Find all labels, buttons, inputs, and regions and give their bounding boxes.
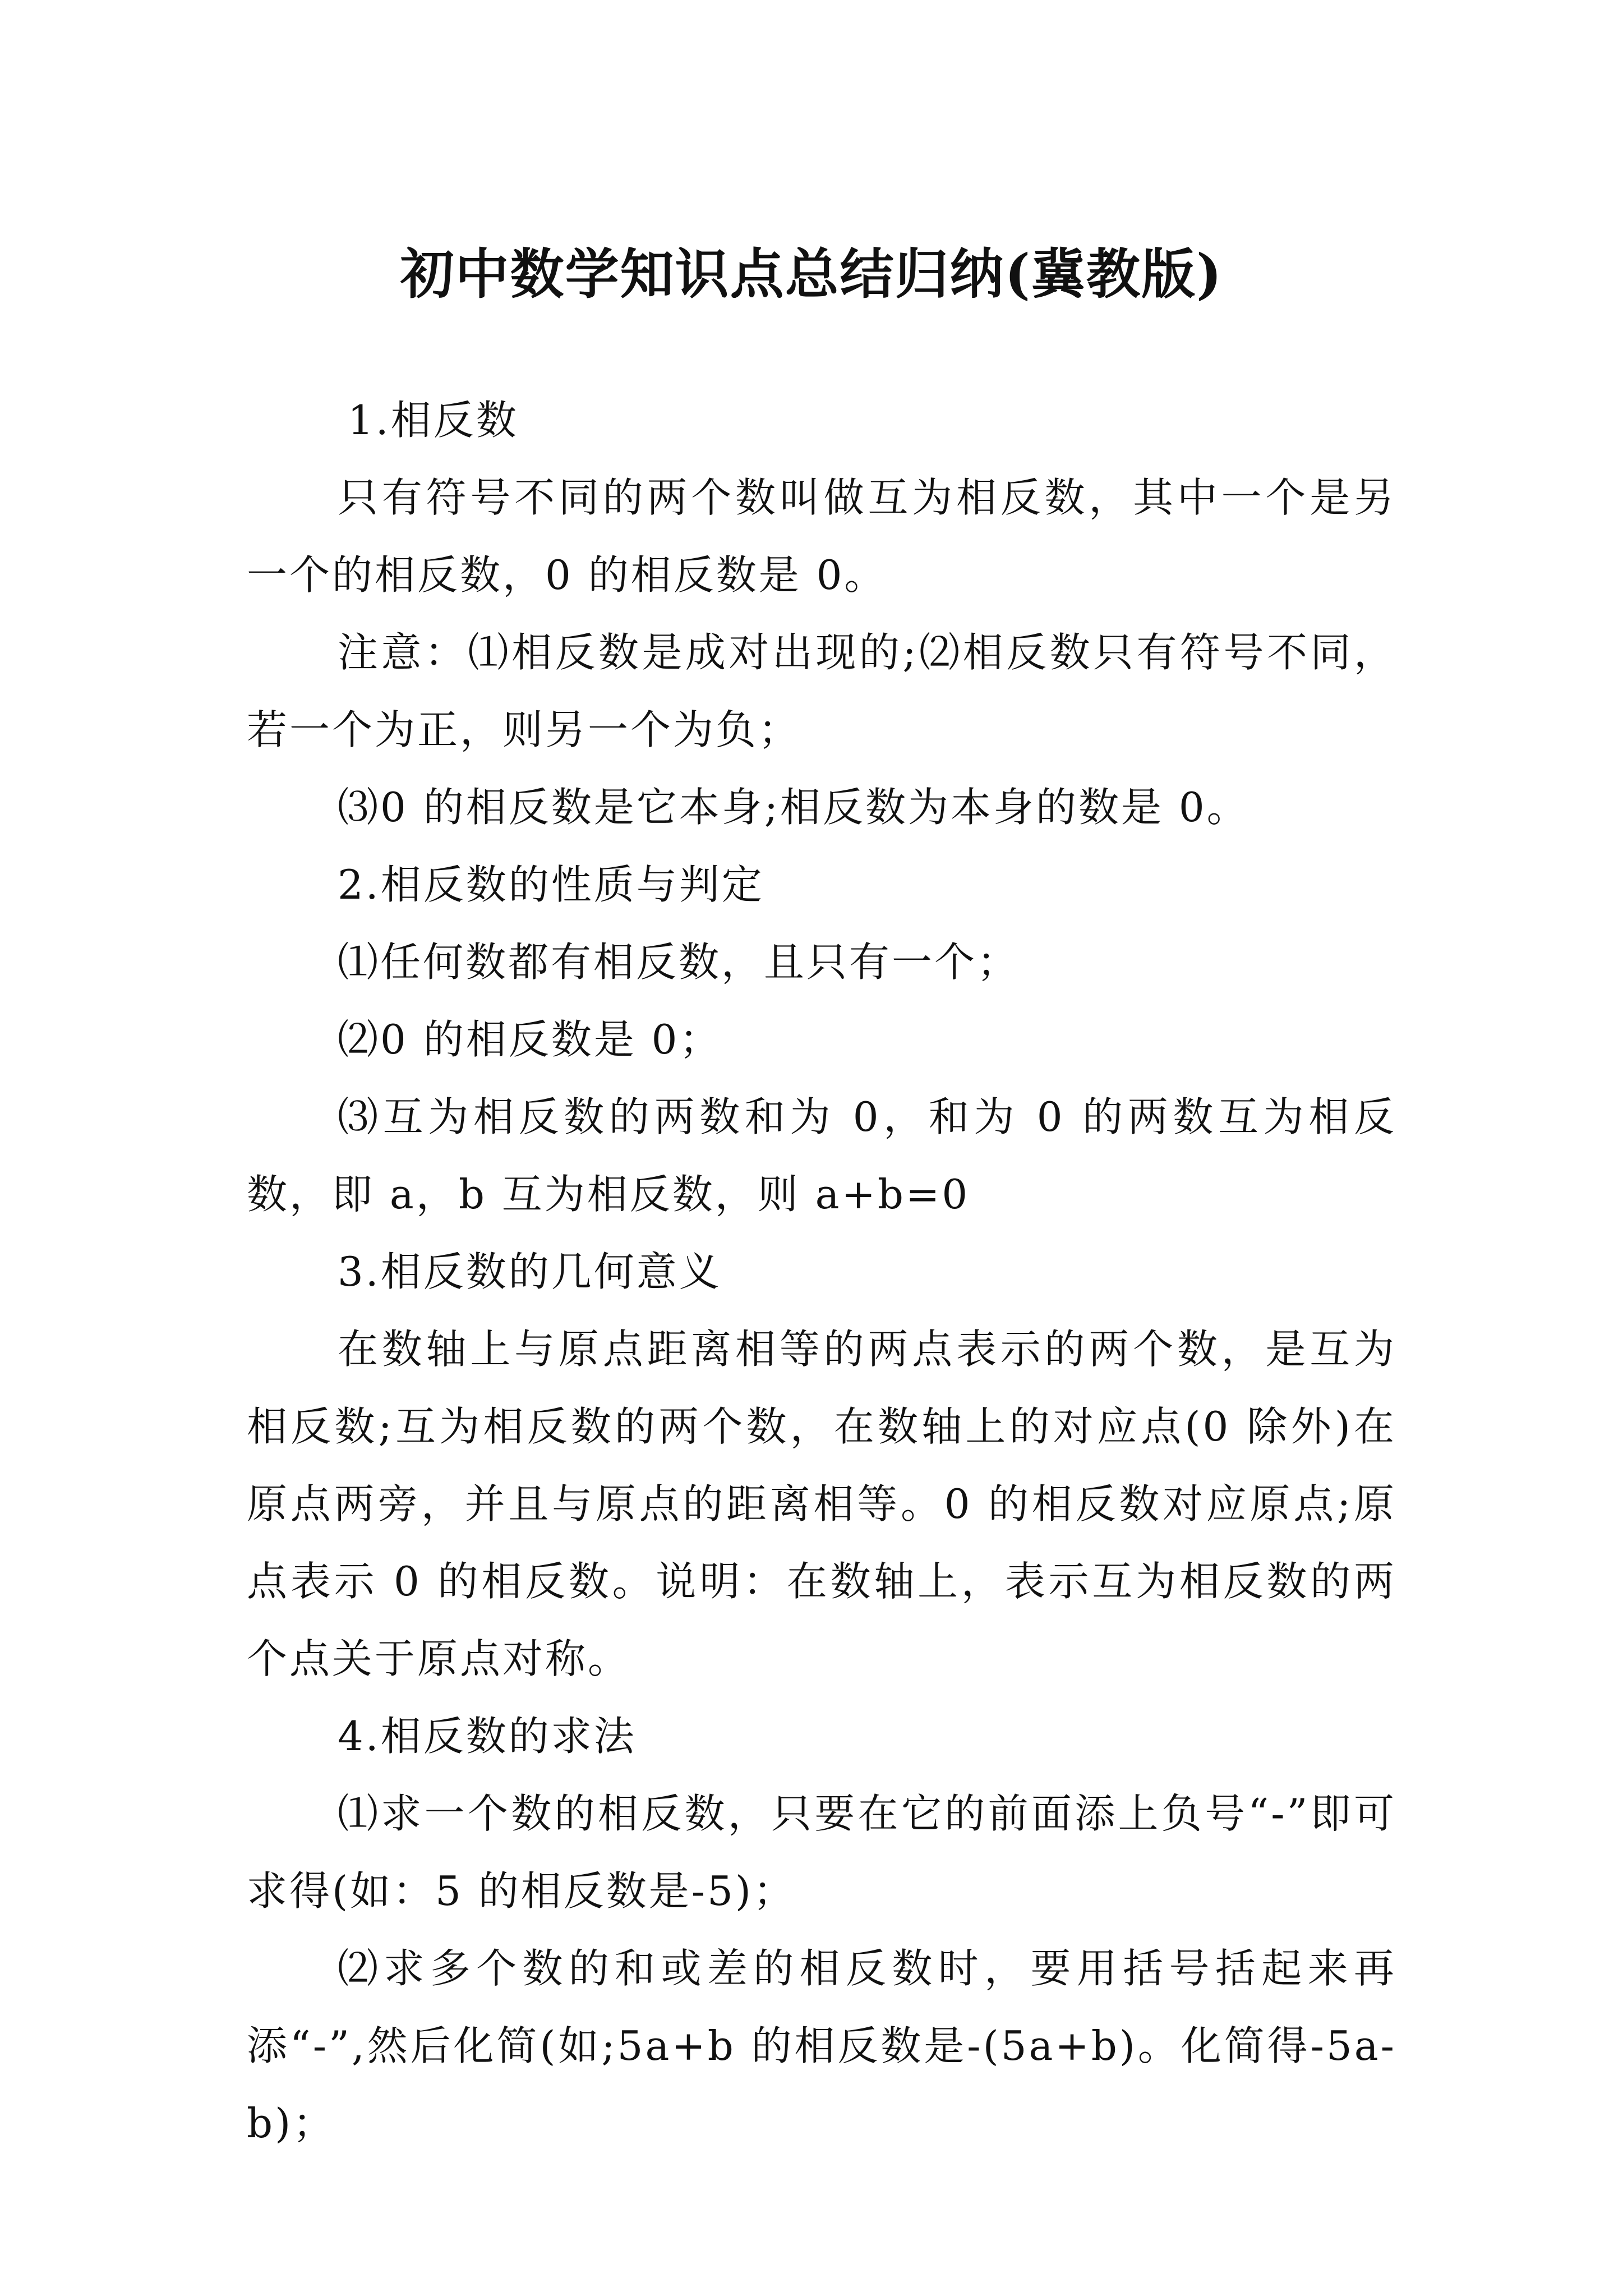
document-body: [247, 381, 1396, 2162]
paragraph-note-3: ⑶0 的相反数是它本身;相反数为本身的数是 0。: [338, 784, 1249, 831]
paragraph-definition: 只有符号不同的两个数叫做互为相反数，其中一个是另一个的相反数，0 的相反数是 0。: [247, 474, 1396, 599]
paragraph-note: 注意：⑴相反数是成对出现的;⑵相反数只有符号不同，若一个为正，则另一个为负；: [247, 629, 1396, 753]
paragraph-method-2: ⑵求多个数的和或差的相反数时，要用括号括起来再添“-”,然后化简(如;5a+b 的相反数是-(5a+b)。化简得-5a-b)；: [247, 1945, 1396, 2147]
paragraph-property-3: ⑶互为相反数的两数和为 0，和为 0 的两数互为相反数，即 a，b 互为相反数，则 a+b=0: [247, 1093, 1396, 1218]
section-heading-1: 1.相反数: [348, 397, 519, 444]
section-heading-2: 2.相反数的性质与判定: [338, 861, 764, 908]
paragraph-property-2: ⑵0 的相反数是 0；: [338, 1016, 722, 1063]
section-heading-3: 3.相反数的几何意义: [338, 1248, 722, 1295]
paragraph-property-1: ⑴任何数都有相反数，且只有一个；: [338, 938, 1020, 986]
document-title: 初中数学知识点总结归纳(冀教版): [400, 242, 1223, 306]
paragraph-method-1: ⑴求一个数的相反数，只要在它的前面添上负号“-”即可求得(如：5 的相反数是-5)；: [247, 1790, 1396, 1915]
section-heading-4: 4.相反数的求法: [338, 1713, 637, 1760]
paragraph-geometry: 在数轴上与原点距离相等的两点表示的两个数，是互为相反数;互为相反数的两个数，在数轴上的对应点(0 除外)在原点两旁，并且与原点的距离相等。0 的相反数对应原点;原点表示 0 的相反数。说明：在数轴上，表示互为相反数的两个点关于原点对称。: [247, 1326, 1396, 1682]
